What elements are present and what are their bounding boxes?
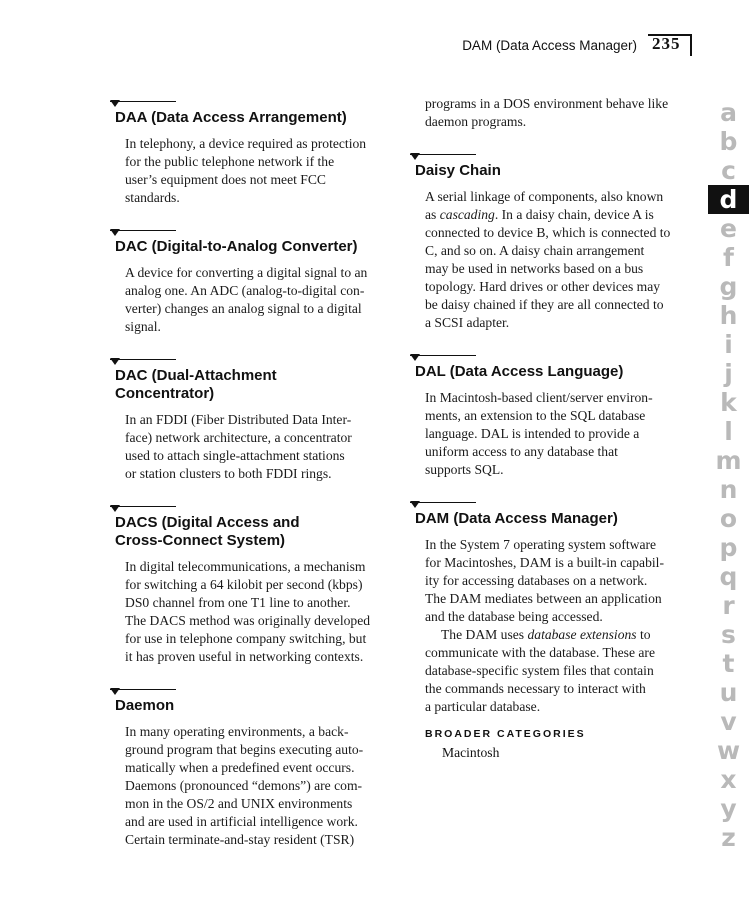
entry-marker bbox=[110, 224, 400, 238]
entry-definition: In Macintosh-based client/server environ- ments, an extension to the SQL database language. DAL is intended to provide a uniform access to any database that supports SQL. bbox=[425, 390, 653, 477]
entry-marker bbox=[110, 353, 400, 367]
entry-dac-concentrator bbox=[110, 353, 400, 483]
entry-marker bbox=[110, 683, 400, 697]
thumb-letter-x: x bbox=[720, 765, 737, 794]
thumb-letter-p: p bbox=[719, 533, 738, 562]
entry-dac-converter bbox=[110, 224, 400, 336]
entry-term: Daemon bbox=[115, 697, 175, 714]
entry-definition: In an FDDI (Fiber Distributed Data Inter- face) network architecture, a concentrator used to attach single-attachment stations or station clusters to both FDDI rings. bbox=[125, 412, 352, 481]
entry-marker bbox=[410, 349, 695, 363]
entry-term: Daisy Chain bbox=[415, 162, 501, 179]
entry-definition: A serial linkage of components, also known as cascading. In a daisy chain, device A is connected to device B, which is connected to C, and so on. A daisy chain arrangement may be used in networks based on a bus topology. Hard drives or other devices may be daisy chained if they are all connected to a SCSI adapter. bbox=[425, 189, 671, 330]
thumb-letter-l: l bbox=[724, 417, 733, 446]
header-vertical-rule bbox=[690, 34, 692, 56]
right-column bbox=[410, 95, 695, 762]
entry-marker bbox=[110, 95, 400, 109]
entry-term: DAC (Dual-Attachment Concentrator) bbox=[115, 367, 277, 402]
thumb-letter-a: a bbox=[720, 98, 737, 127]
broader-category-item: Macintosh bbox=[442, 745, 500, 760]
entry-daisy-chain bbox=[410, 148, 695, 332]
running-head: DAM (Data Access Manager) bbox=[462, 38, 637, 53]
thumb-letter-c: c bbox=[721, 156, 736, 185]
thumb-letter-s: s bbox=[721, 620, 736, 649]
left-column bbox=[110, 95, 400, 849]
thumb-letter-k: k bbox=[720, 388, 737, 417]
entry-daemon bbox=[110, 683, 400, 849]
entry-dam bbox=[410, 496, 695, 762]
entry-definition: In many operating environments, a back- ground program that begins executing auto- matically when a predefined event occurs. Daemons (pronounced “demons”) are com- mon in the OS/2 and UNIX environments and are used in artificial intelligence work. Certain terminate-and-stay resident (TSR) bbox=[125, 724, 364, 847]
entry-marker bbox=[110, 500, 400, 514]
entry-daa bbox=[110, 95, 400, 207]
entry-term: DAA (Data Access Arrangement) bbox=[115, 109, 347, 126]
entry-definition: In the System 7 operating system software for Macintoshes, DAM is a built-in capabil- ity for accessing databases on a network. The DAM mediates between an application and the database being accessed. The DAM uses database extensions to communicate with the database. These are database-specific system files that contain the commands necessary to interact with a particular database. bbox=[425, 537, 664, 714]
thumb-letter-d: d bbox=[708, 185, 749, 214]
broader-categories-heading: BROADER CATEGORIES bbox=[425, 728, 586, 740]
thumb-letter-j: j bbox=[724, 359, 733, 388]
entry-dacs bbox=[110, 500, 400, 666]
thumb-letter-h: h bbox=[719, 301, 738, 330]
entry-marker bbox=[410, 496, 695, 510]
entry-term: DAC (Digital-to-Analog Converter) bbox=[115, 238, 358, 255]
entry-term: DAM (Data Access Manager) bbox=[415, 510, 618, 527]
entry-definition: In telephony, a device required as protection for the public telephone network if the user’s equipment does not meet FCC standards. bbox=[125, 136, 367, 205]
thumb-letter-e: e bbox=[720, 214, 737, 243]
thumb-letter-z: z bbox=[721, 823, 736, 852]
thumb-letter-o: o bbox=[719, 504, 738, 533]
thumb-letter-m: m bbox=[715, 446, 742, 475]
entry-definition: In digital telecommunications, a mechanism for switching a 64 kilobit per second (kbps) DS0 channel from one T1 line to another. The DACS method was originally developed for use in telephone company switching, but it has proven useful in networking contexts. bbox=[125, 559, 371, 664]
entry-dal bbox=[410, 349, 695, 479]
thumb-letter-r: r bbox=[722, 591, 735, 620]
thumb-letter-g: g bbox=[719, 272, 738, 301]
continuation-text: programs in a DOS environment behave like daemon programs. bbox=[425, 96, 669, 129]
thumb-letter-u: u bbox=[719, 678, 738, 707]
alphabet-thumb-index bbox=[708, 98, 749, 852]
thumb-letter-n: n bbox=[719, 475, 738, 504]
thumb-letter-i: i bbox=[724, 330, 733, 359]
entry-marker bbox=[410, 148, 695, 162]
page-header bbox=[0, 0, 749, 60]
entry-term: DACS (Digital Access and Cross-Connect System) bbox=[115, 514, 300, 549]
page-number: 235 bbox=[652, 34, 681, 53]
thumb-letter-y: y bbox=[720, 794, 737, 823]
thumb-letter-f: f bbox=[723, 243, 734, 272]
entry-term: DAL (Data Access Language) bbox=[415, 363, 624, 380]
thumb-letter-v: v bbox=[720, 707, 737, 736]
thumb-letter-t: t bbox=[722, 649, 735, 678]
thumb-letter-b: b bbox=[719, 127, 738, 156]
entry-definition: A device for converting a digital signal to an analog one. An ADC (analog-to-digital con- verter) changes an analog signal to a digital signal. bbox=[125, 265, 368, 334]
thumb-letter-q: q bbox=[719, 562, 738, 591]
thumb-letter-w: w bbox=[716, 736, 741, 765]
